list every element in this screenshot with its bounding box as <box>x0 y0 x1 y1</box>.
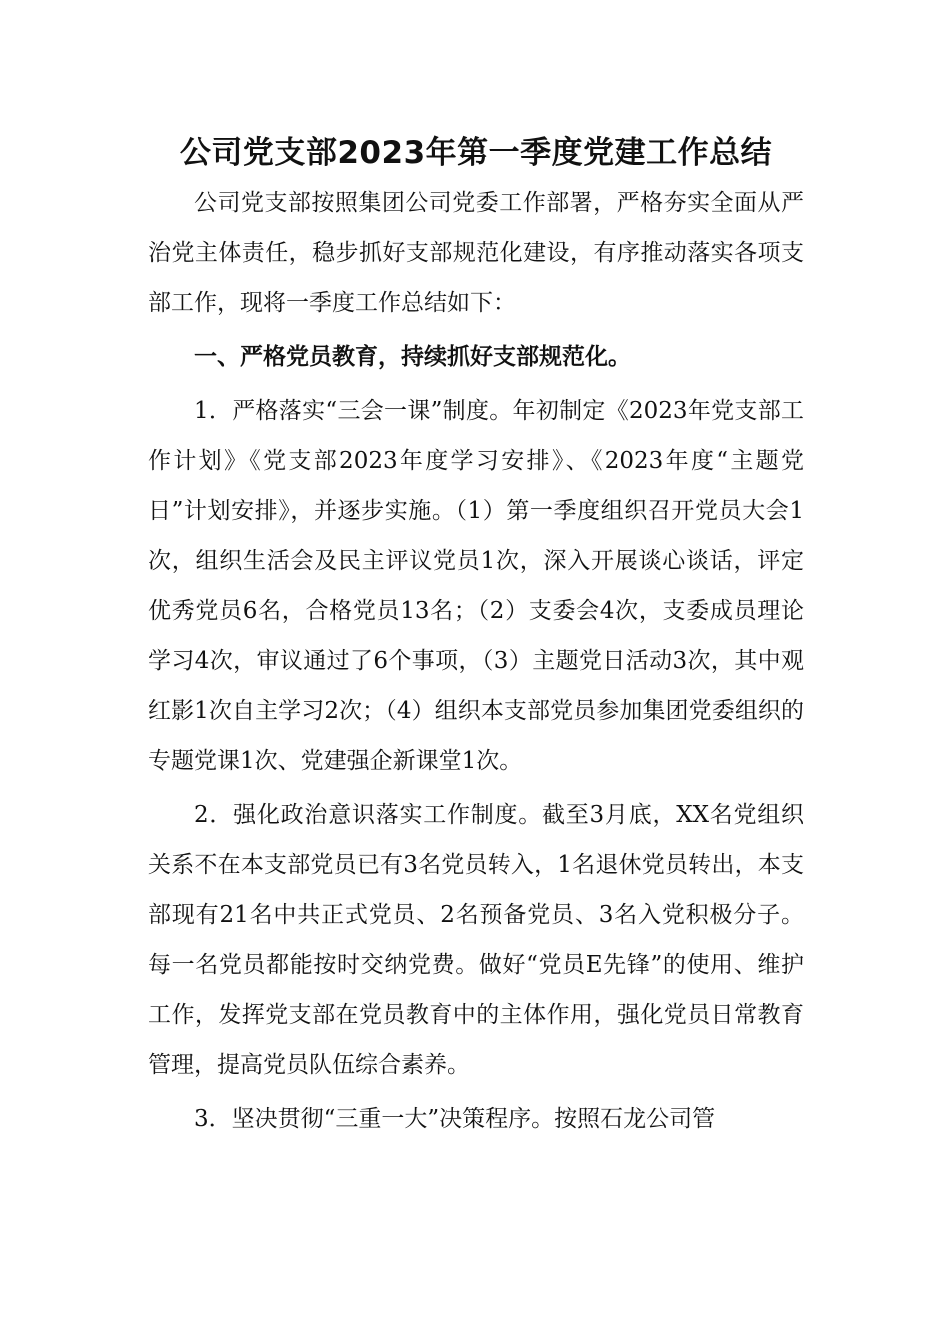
intro-paragraph: 公司党支部按照集团公司党委工作部署，严格夯实全面从严治党主体责任，稳步抓好支部规范化建设，有序推动落实各项支部工作，现将一季度工作总结如下： <box>148 190 804 316</box>
document-page <box>148 128 804 1144</box>
section-heading-1: 一、严格党员教育，持续抓好支部规范化。 <box>194 344 631 370</box>
paragraph-item-2: 2．强化政治意识落实工作制度。截至3月底，XX名党组织关系不在本支部党员已有3名党员转入，1名退休党员转出，本支部现有21名中共正式党员、2名预备党员、3名入党积极分子。每一名党员都能按时交纳党费。做好“党员E先锋”的使用、维护工作，发挥党支部在党员教育中的主体作用，强化党员日常教育管理，提高党员队伍综合素养。 <box>148 802 804 1078</box>
document-title: 公司党支部2023年第一季度党建工作总结 <box>179 135 773 171</box>
paragraph-item-3: 3．坚决贯彻“三重一大”决策程序。按照石龙公司管 <box>194 1106 716 1132</box>
paragraph-item-1: 1．严格落实“三会一课”制度。年初制定《2023年党支部工作计划》《党支部2023年度学习安排》、《2023年度“主题党日”计划安排》，并逐步实施。（1）第一季度组织召开党员大会1次，组织生活会及民主评议党员1次，深入开展谈心谈话，评定优秀党员6名，合格党员13名；（2）支委会4次，支委成员理论学习4次，审议通过了6个事项，（3）主题党日活动3次，其中观红影1次自主学习2次；（4）组织本支部党员参加集团党委组织的专题党课1次、党建强企新课堂1次。 <box>148 398 804 774</box>
